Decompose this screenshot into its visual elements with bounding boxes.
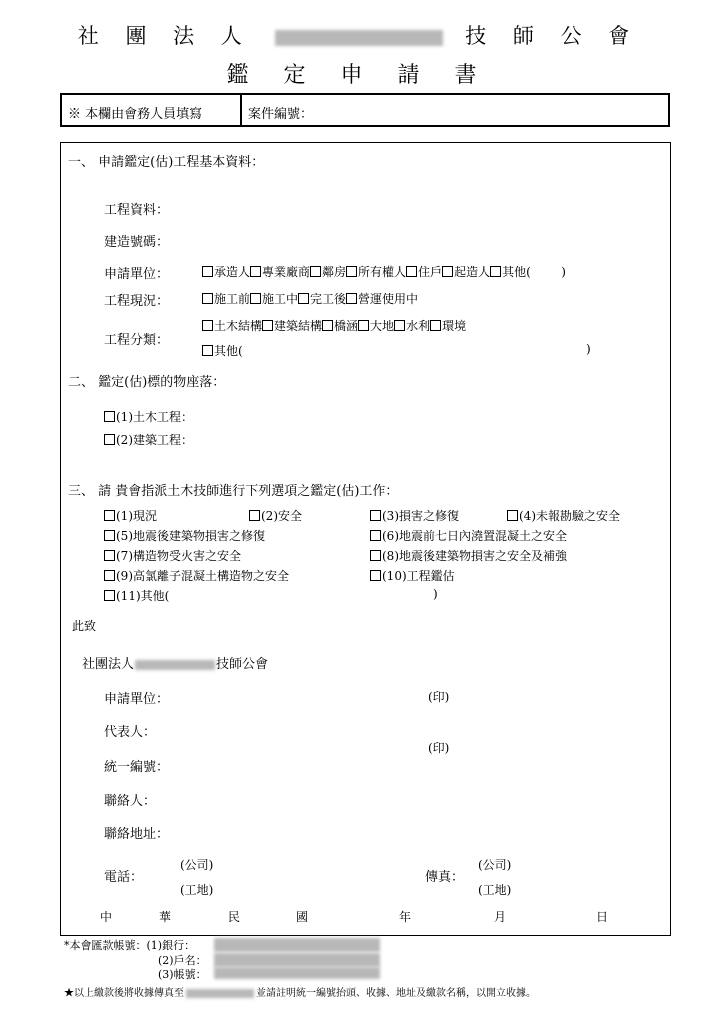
option-label: (11)其他(	[116, 589, 170, 603]
appraisal-item	[104, 527, 265, 544]
status-options	[202, 290, 418, 307]
checkbox[interactable]	[430, 320, 441, 331]
option-label: (7)構造物受火害之安全	[116, 549, 241, 563]
option-label: (4)未報勘驗之安全	[519, 509, 620, 523]
box-divider	[240, 95, 242, 125]
redacted-org-name	[275, 30, 443, 46]
fax-site-label: (工地)	[478, 883, 512, 897]
project-status-label: 工程現況：	[104, 294, 170, 309]
option-label: (10)工程鑑估	[382, 569, 455, 583]
appraisal-item	[249, 507, 302, 524]
title-suffix: 技 師 公 會	[465, 24, 640, 48]
appraisal-other-close: )	[433, 587, 438, 601]
footer-note	[64, 984, 536, 999]
option-label: 建築結構	[274, 319, 323, 333]
section3-heading: 三、 請 貴會指派土木技師進行下列選項之鑑定(估)工作：	[68, 484, 399, 499]
checkbox[interactable]	[104, 530, 115, 541]
appraisal-item	[104, 507, 157, 524]
phone-company-label: (公司)	[180, 858, 214, 872]
section1-heading: 一、 申請鑑定(估)工程基本資料：	[68, 155, 265, 170]
checkbox[interactable]	[202, 320, 213, 331]
option-label: 鄰房	[322, 265, 347, 279]
option-label: 所有權人	[358, 265, 407, 279]
option-label: 土木結構	[214, 319, 263, 333]
option-label: (1)土木工程：	[116, 410, 193, 424]
fax-label: 傳真：	[425, 870, 465, 885]
applicant-unit-label: 申請單位：	[104, 267, 170, 282]
option-label: (1)現況	[116, 509, 157, 523]
checkbox[interactable]	[262, 320, 273, 331]
permit-no-label: 建造號碼：	[104, 235, 170, 250]
date-char: 華	[159, 910, 172, 924]
project-info-label: 工程資料：	[104, 203, 170, 218]
project-category-label: 工程分類：	[104, 333, 170, 348]
appraisal-item	[370, 547, 567, 564]
appraisal-item	[370, 507, 459, 524]
redacted-fax	[186, 989, 254, 998]
org-prefix: 社團法人	[82, 657, 135, 672]
case-number-label: 案件編號：	[248, 107, 314, 122]
option-label: 環境	[442, 319, 467, 333]
title-prefix: 社 團 法 人	[77, 24, 252, 48]
date-char: 民	[228, 910, 241, 924]
appraisal-item	[104, 567, 289, 584]
date-char: 月	[494, 910, 507, 924]
option-label: 營運使用中	[358, 292, 419, 306]
option-label: (6)地震前七日內澆置混凝土之安全	[382, 529, 567, 543]
option-label: 橋涵	[334, 319, 359, 333]
option-label: 其他( )	[502, 265, 566, 279]
account-number-label: (3)帳號：	[158, 968, 207, 981]
checkbox[interactable]	[104, 550, 115, 561]
addressee-org	[82, 653, 268, 672]
org-suffix: 技師公會	[216, 657, 269, 672]
checkbox[interactable]	[310, 266, 321, 277]
category-other	[202, 342, 243, 359]
option-label: 施工前	[214, 292, 251, 306]
redacted-bank	[214, 938, 380, 952]
checkbox[interactable]	[442, 266, 453, 277]
footer-note-prefix: ★以上繳款後將收據傳真至	[64, 988, 184, 999]
redacted-org-name	[135, 660, 215, 670]
checkbox[interactable]	[250, 293, 261, 304]
checkbox[interactable]	[370, 570, 381, 581]
checkbox[interactable]	[104, 590, 115, 601]
date-char: 國	[296, 910, 309, 924]
redacted-account-name	[214, 953, 380, 967]
option-label: (9)高氯離子混凝土構造物之安全	[116, 569, 289, 583]
checkbox[interactable]	[394, 320, 405, 331]
contact-person-label: 聯絡人：	[104, 794, 157, 809]
appraisal-item	[507, 507, 620, 524]
option-label: (5)地震後建築物損害之修復	[116, 529, 265, 543]
phone-site-label: (工地)	[180, 883, 214, 897]
date-char: 年	[399, 910, 412, 924]
category-other-close: )	[586, 342, 591, 356]
section2-heading: 二、 鑑定(估)標的物座落：	[68, 375, 226, 390]
closing-to: 此致	[72, 619, 97, 633]
checkbox[interactable]	[406, 266, 417, 277]
checkbox[interactable]	[490, 266, 501, 277]
checkbox[interactable]	[322, 320, 333, 331]
date-char: 中	[100, 910, 113, 924]
checkbox[interactable]	[104, 411, 115, 422]
option-label: 住戶	[418, 265, 443, 279]
option-label: 專業廠商	[262, 265, 311, 279]
document-header-title	[0, 20, 717, 50]
appraisal-item	[104, 587, 169, 604]
redacted-account-number	[214, 967, 380, 979]
seal-mark: (印)	[428, 741, 450, 755]
date-char: 日	[596, 910, 609, 924]
option-label: 完工後	[310, 292, 347, 306]
account-name-label: (2)戶名：	[158, 954, 207, 967]
applicant-unit-field-label: 申請單位：	[104, 692, 170, 707]
checkbox[interactable]	[298, 293, 309, 304]
contact-address-label: 聯絡地址：	[104, 827, 170, 842]
checkbox[interactable]	[346, 266, 357, 277]
document-title: 鑑 定 申 請 書	[226, 63, 491, 88]
fax-company-label: (公司)	[478, 858, 512, 872]
checkbox[interactable]	[249, 510, 260, 521]
category-options	[202, 317, 466, 334]
staff-use-box	[60, 93, 670, 127]
applicant-options	[202, 263, 566, 280]
option-label: 水利	[406, 319, 431, 333]
option-label: 承造人	[214, 265, 251, 279]
remit-account-label: *本會匯款帳號：(1)銀行：	[64, 939, 196, 952]
tax-id-label: 統一編號：	[104, 760, 170, 775]
checkbox[interactable]	[202, 266, 213, 277]
checkbox[interactable]	[370, 550, 381, 561]
option-label: 施工中	[262, 292, 299, 306]
checkbox[interactable]	[202, 345, 213, 356]
checkbox[interactable]	[358, 320, 369, 331]
footer-note-suffix: 並請註明統一編號抬頭、收據、地址及繳款名稱，以開立收據。	[256, 988, 536, 999]
phone-label: 電話：	[104, 870, 144, 885]
option-label: 起造人	[454, 265, 491, 279]
option-label: (2)建築工程：	[116, 433, 193, 447]
checkbox[interactable]	[104, 434, 115, 445]
seal-mark: (印)	[428, 690, 450, 704]
checkbox[interactable]	[346, 293, 357, 304]
appraisal-item	[370, 567, 455, 584]
option-label: 其他(	[214, 344, 243, 358]
checkbox[interactable]	[202, 293, 213, 304]
checkbox[interactable]	[370, 530, 381, 541]
checkbox[interactable]	[104, 510, 115, 521]
staff-note: ※ 本欄由會務人員填寫	[68, 107, 203, 122]
checkbox[interactable]	[250, 266, 261, 277]
civil-location-item	[104, 408, 193, 425]
option-label: (8)地震後建築物損害之安全及補強	[382, 549, 567, 563]
checkbox[interactable]	[104, 570, 115, 581]
checkbox[interactable]	[507, 510, 518, 521]
option-label: (3)損害之修復	[382, 509, 459, 523]
option-label: (2)安全	[261, 509, 302, 523]
appraisal-item	[104, 547, 241, 564]
representative-label: 代表人：	[104, 725, 157, 740]
building-location-item	[104, 431, 193, 448]
option-label: 大地	[370, 319, 395, 333]
checkbox[interactable]	[370, 510, 381, 521]
appraisal-item	[370, 527, 567, 544]
